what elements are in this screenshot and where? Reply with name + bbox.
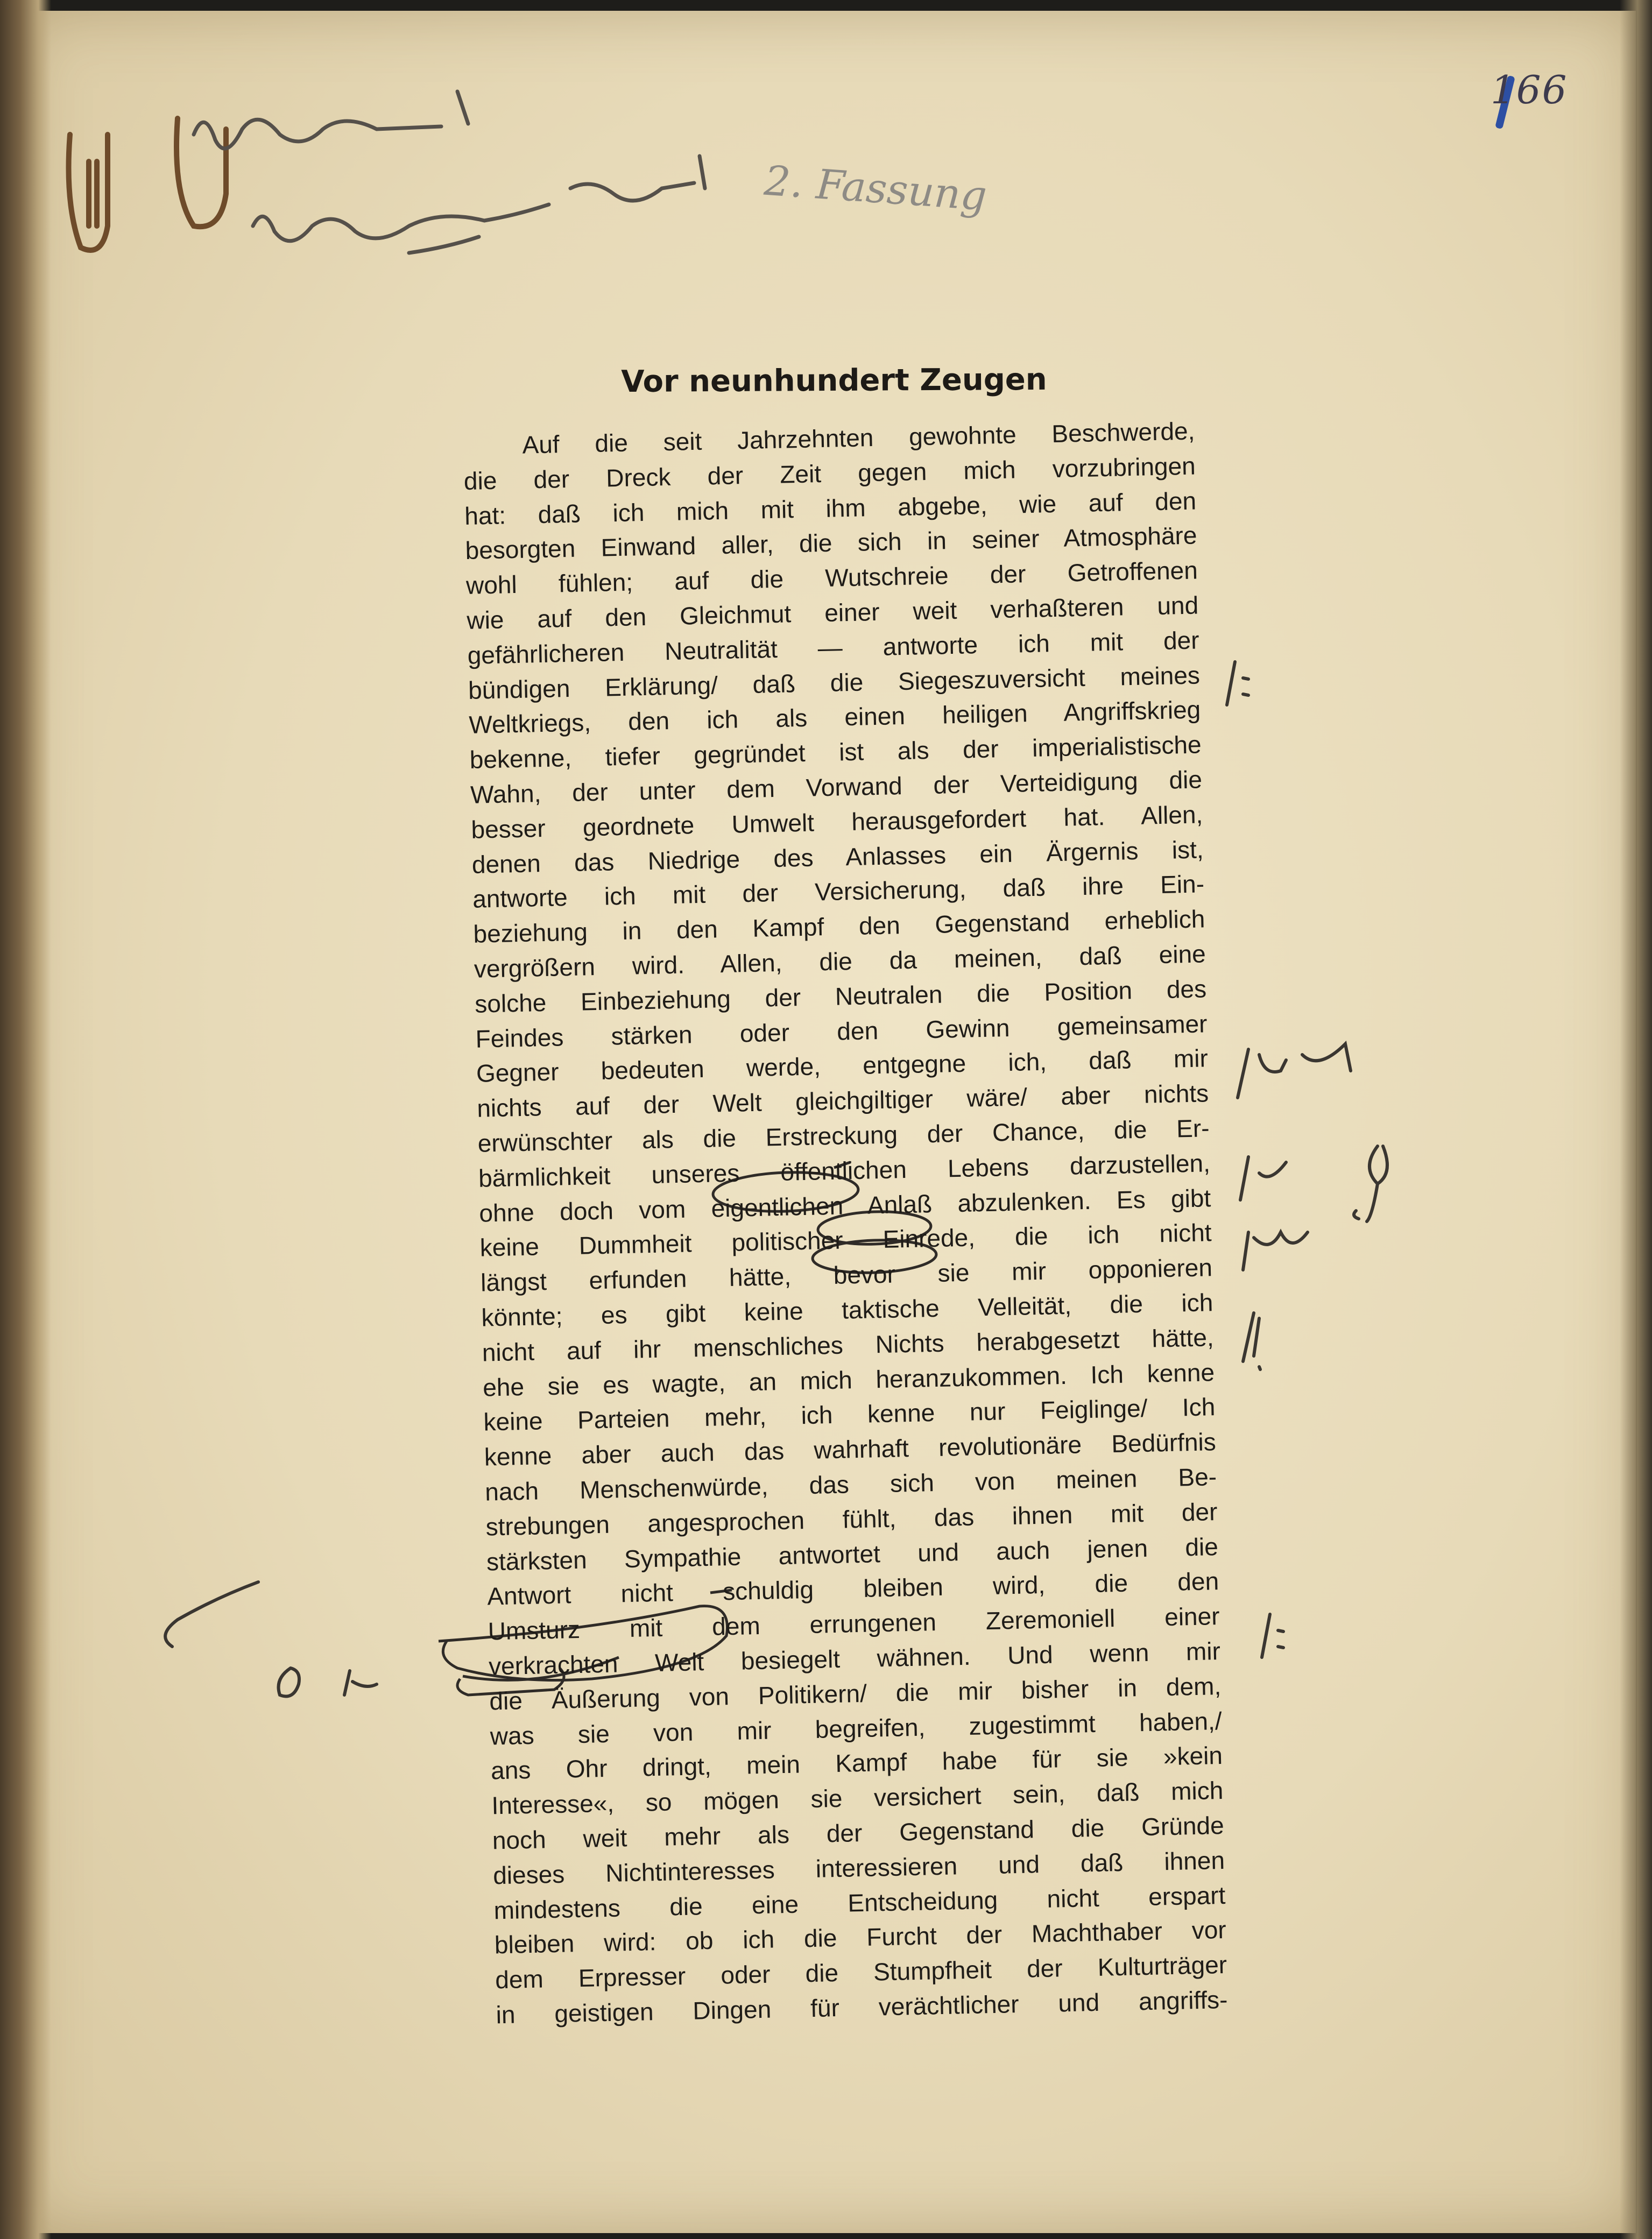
brown-ink-scribbles [69, 118, 227, 250]
pencil-scribbles-top [194, 91, 705, 253]
text-line: stärksten Sympathie antwortet und auch jenen die [486, 1532, 1219, 1576]
text-line: könnte; es gibt keine taktische Velleität, die ich [481, 1288, 1213, 1332]
text-line: dieses Nichtinteresses interessieren und daß ihnen [492, 1846, 1225, 1890]
text-line: Feindes stärken oder den Gewinn gemeinsamer [475, 1009, 1208, 1053]
text-line: dem Erpresser oder die Stumpfheit der Kulturträger [495, 1951, 1227, 1994]
text-line: erwünschter als die Erstreckung der Chance, die Er- [477, 1114, 1210, 1157]
text-line: bleiben wird: ob ich die Furcht der Machthaber vor [494, 1916, 1227, 1959]
text-line: bündigen Erklärung/ daß die Siegeszuversicht meines [468, 661, 1201, 704]
text-line: keine Dummheit politischer Einrede, die ich nicht [479, 1218, 1212, 1262]
text-line: besorgten Einwand aller, die sich in seiner Atmosphäre [465, 521, 1197, 565]
text-line: Weltkriegs, den ich als einen heiligen Angriffskrieg [468, 695, 1201, 739]
margin-marks-left [165, 1582, 377, 1697]
text-line: hat: daß ich mich mit ihm abgebe, wie auf den [464, 486, 1197, 530]
text-line: bärmlichkeit unseres öffentlichen Lebens darzustellen, [478, 1149, 1211, 1192]
page-title: Vor neunhundert Zeugen [621, 362, 1047, 400]
pencil-annotation: 2. Fassung [763, 156, 989, 220]
text-line: mindestens die eine Entscheidung nicht erspart [493, 1881, 1226, 1924]
text-line: längst erfunden hätte, bevor sie mir opponieren [480, 1253, 1213, 1297]
text-line: Interesse«, so mögen sie versichert sein, daß mich [491, 1776, 1224, 1820]
text-line: noch weit mehr als der Gegenstand die Gründe [492, 1811, 1225, 1855]
text-line: strebungen angesprochen fühlt, das ihnen mit der [485, 1497, 1218, 1541]
text-line: Antwort nicht schuldig bleiben wird, die den [486, 1567, 1219, 1611]
text-line: antworte ich mit der Versicherung, daß ihre Ein- [472, 870, 1205, 914]
text-line: gefährlicheren Neutralität — antworte ich mit der [467, 626, 1199, 669]
margin-marks-right [1227, 662, 1387, 1657]
text-line: die der Dreck der Zeit gegen mich vorzubringen [463, 451, 1196, 495]
text-line: wohl fühlen; auf die Wutschreie der Getroffenen [465, 556, 1198, 600]
text-line: bekenne, tiefer gegründet ist als der imperialistische [469, 730, 1202, 774]
text-line: Gegner bedeuten werde, entgegne ich, daß mir [476, 1044, 1209, 1088]
text-line: ohne doch vom eigentlichen Anlaß abzulenken. Es gibt [478, 1183, 1211, 1227]
text-line: verkrachten Welt besiegelt wähnen. Und wenn mir [488, 1637, 1221, 1680]
text-line: ans Ohr dringt, mein Kampf habe für sie »kein [490, 1741, 1223, 1785]
text-line: nichts auf der Welt gleichgiltiger wäre/ aber nichts [476, 1079, 1209, 1122]
text-line: denen das Niedrige des Anlasses ein Ärgernis ist, [471, 835, 1204, 879]
text-line: Wahn, der unter dem Vorwand der Verteidigung die [470, 765, 1203, 809]
text-line: Auf die seit Jahrzehnten gewohnte Beschwerde, [522, 416, 1195, 459]
text-line: keine Parteien mehr, ich kenne nur Feiglinge/ Ich [483, 1393, 1216, 1436]
text-line: vergrößern wird. Allen, die da meinen, daß eine [474, 940, 1206, 983]
text-line: besser geordnete Umwelt herausgefordert hat. Allen, [470, 800, 1203, 844]
text-line: nach Menschenwürde, das sich von meinen Be- [484, 1463, 1217, 1506]
text-line: nicht auf ihr menschliches Nichts herabgesetzt hätte, [482, 1323, 1215, 1367]
text-line: was sie von mir begreifen, zugestimmt haben,/ [490, 1706, 1223, 1750]
text-line: ehe sie es wagte, an mich heranzukommen. Ich kenne [482, 1358, 1215, 1402]
text-line: beziehung in den Kampf den Gegenstand erheblich [473, 905, 1205, 948]
text-line: wie auf den Gleichmut einer weit verhaßteren und [466, 591, 1199, 634]
text-line: Umsturz mit dem errungenen Zeremoniell einer [488, 1602, 1220, 1645]
text-line: solche Einbeziehung der Neutralen die Position des [474, 974, 1207, 1018]
text-line: kenne aber auch das wahrhaft revolutionäre Bedürfnis [484, 1428, 1217, 1471]
text-line: in geistigen Dingen für verächtlicher und angriffs- [496, 1985, 1228, 2029]
text-line: die Äußerung von Politikern/ die mir bisher in dem, [489, 1671, 1222, 1715]
folio-number: 166 [1491, 67, 1568, 112]
